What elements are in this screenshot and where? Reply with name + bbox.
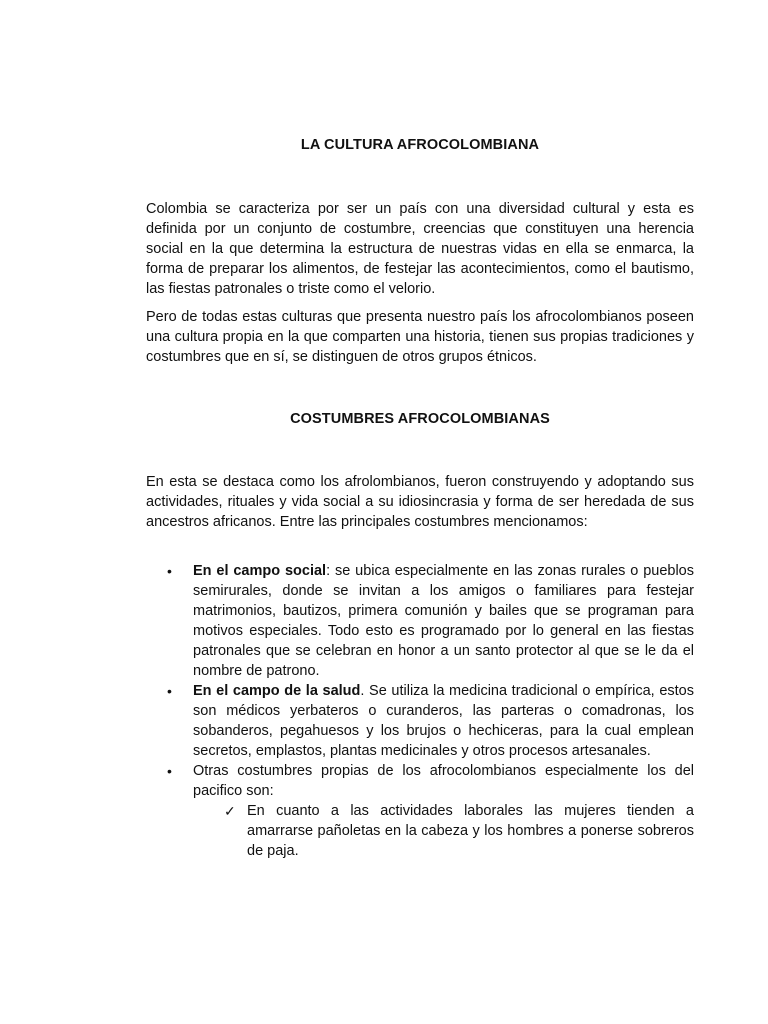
sub-list-item-text: En cuanto a las actividades laborales las mujeres tienden a amarrarse pañoletas en la cabeza y los hombres a ponerse sobreros de paja. [247,803,694,859]
list-item-other [146,761,694,861]
list-item-heading: En el campo de la salud [193,683,361,699]
list-item-social [146,561,694,681]
list-item-text: . Se utiliza la medicina tradicional o empírica, estos son médicos yerbateros o curanderos, las parteras o comadronas, los sobanderos, pegahuesos y los brujos o hechiceras, para la cual emplean secretos, emplastos, plantas medicinales y otros procesos artesanales. [193,683,694,759]
culture-paragraph: Pero de todas estas culturas que presenta nuestro país los afrocolombianos poseen una cultura propia en la que comparten una historia, tienen sus propias tradiciones y costumbres que en sí, se distinguen de otros grupos étnicos. [146,309,694,365]
bullet-icon: • [167,563,172,579]
checkmark-icon: ✓ [224,803,236,819]
customs-list [146,561,694,861]
intro-paragraph: Colombia se caracteriza por ser un país con una diversidad cultural y esta es definida por un conjunto de costumbre, creencias que constituyen una herencia social en la que determina la estructura de nuestras vidas en ella se enmarca, la forma de preparar los alimentos, de festejar las acontecimientos, como el bautismo, las fiestas patronales o triste como el velorio. [146,201,694,297]
sub-list [193,801,694,861]
sub-list-item [193,801,694,861]
list-item-text: Otras costumbres propias de los afrocolombianos especialmente los del pacifico son: [193,763,694,799]
list-item-heading: En el campo social [193,563,327,579]
section-title: COSTUMBRES AFROCOLOMBIANAS [290,411,550,427]
list-item-health [146,681,694,761]
list-item-text: : se ubica especialmente en las zonas rurales o pueblos semirurales, donde se invitan a los amigos o familiares para festejar matrimonios, bautizos, primera comunión y bailes que se programan para motivos especiales. Todo esto es programado por lo general en las fiestas patronales que se celebran en honor a un santo protector al que se le da el nombre de patrono. [193,563,694,679]
document-title: LA CULTURA AFROCOLOMBIANA [300,137,540,153]
customs-intro-paragraph: En esta se destaca como los afrolombianos, fueron construyendo y adoptando sus actividades, rituales y vida social a su idiosincrasia y forma de ser heredada de sus ancestros africanos. Entre las principales costumbres mencionamos: [146,474,694,530]
bullet-icon: • [167,763,172,779]
bullet-icon: • [167,683,172,699]
